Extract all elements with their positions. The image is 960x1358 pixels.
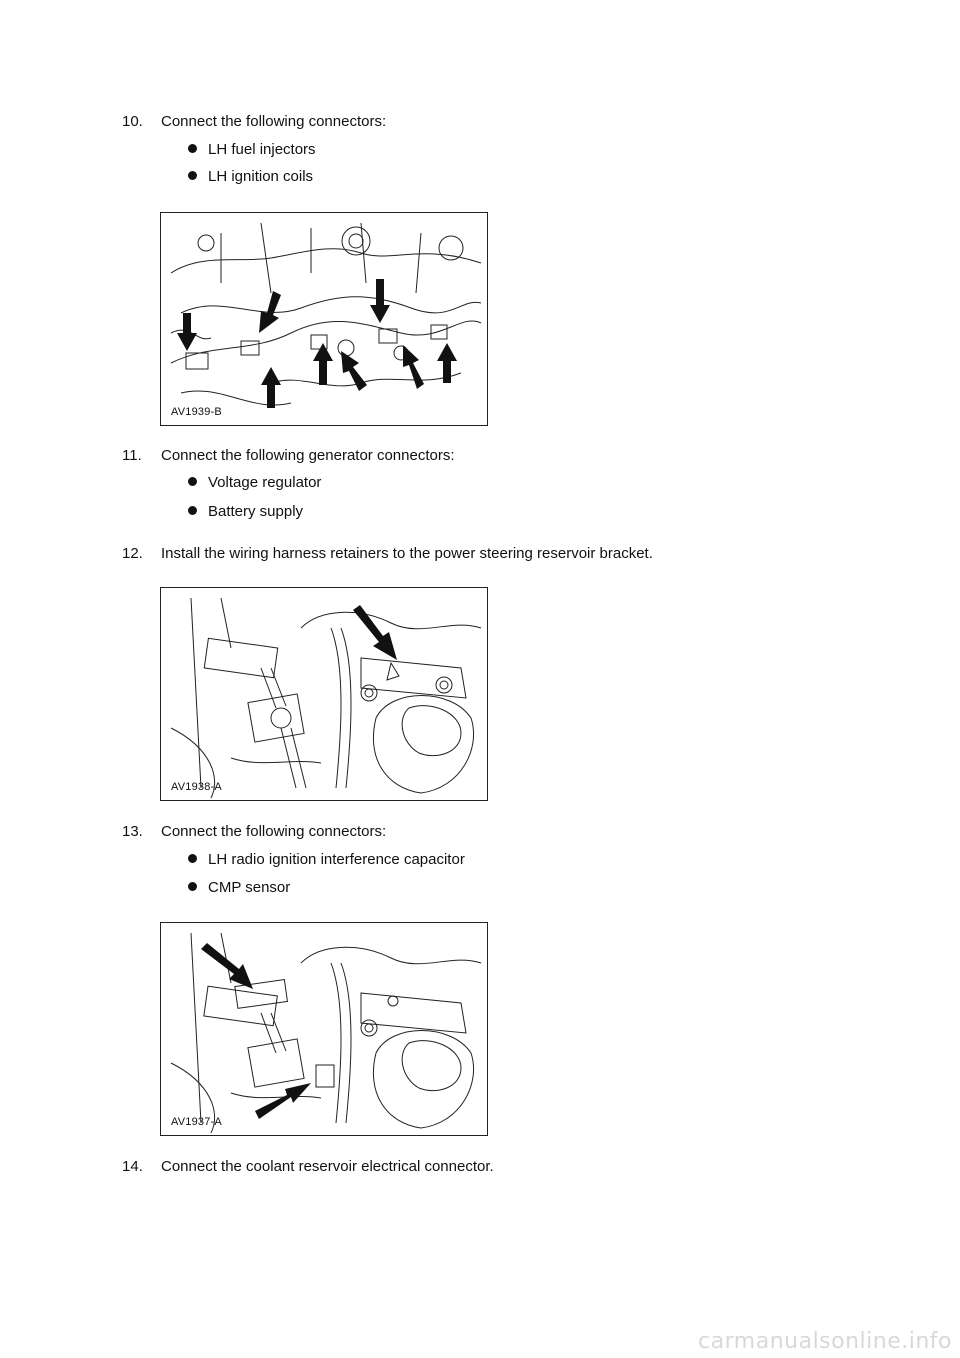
bullet-icon: [188, 171, 197, 180]
bullet-icon: [188, 854, 197, 863]
step-10: [122, 113, 386, 131]
bullet-icon: [188, 882, 197, 891]
figure-capacitor-cmp-sensor: [160, 922, 488, 1136]
bullet-text: CMP sensor: [208, 879, 291, 896]
engine-illustration: [161, 588, 487, 800]
step-text: Connect the following connectors:: [161, 823, 387, 840]
bullet-item: [188, 141, 316, 159]
step-text: Install the wiring harness retainers to the power steering reservoir bracket.: [161, 545, 653, 562]
bullet-item: [188, 474, 321, 492]
watermark: carmanualsonline.info: [698, 1329, 952, 1354]
bullet-text: LH fuel injectors: [208, 141, 316, 158]
engine-illustration: [161, 923, 487, 1135]
step-number: 14.: [122, 1158, 143, 1175]
engine-illustration: [161, 213, 487, 425]
step-12: [122, 545, 653, 563]
bullet-item: [188, 879, 290, 897]
figure-label: AV1938-A: [171, 781, 222, 793]
step-number: 10.: [122, 113, 143, 130]
step-11: [122, 447, 455, 465]
bullet-icon: [188, 506, 197, 515]
bullet-text: LH ignition coils: [208, 168, 314, 185]
step-text: Connect the following connectors:: [161, 113, 387, 130]
bullet-text: Voltage regulator: [208, 474, 322, 491]
figure-connectors-lh-injectors-coils: [160, 212, 488, 426]
bullet-icon: [188, 144, 197, 153]
bullet-item: [188, 851, 465, 869]
figure-label: AV1937-A: [171, 1116, 222, 1128]
figure-harness-retainers: [160, 587, 488, 801]
bullet-text: Battery supply: [208, 503, 304, 520]
step-number: 12.: [122, 545, 143, 562]
bullet-item: [188, 503, 303, 521]
bullet-icon: [188, 477, 197, 486]
bullet-item: [188, 168, 313, 186]
step-14: [122, 1158, 494, 1176]
figure-label: AV1939-B: [171, 406, 222, 418]
step-number: 13.: [122, 823, 143, 840]
step-13: [122, 823, 386, 841]
step-number: 11.: [122, 447, 142, 464]
bullet-text: LH radio ignition interference capacitor: [208, 851, 465, 868]
step-text: Connect the coolant reservoir electrical connector.: [161, 1158, 494, 1175]
step-text: Connect the following generator connectors:: [161, 447, 455, 464]
